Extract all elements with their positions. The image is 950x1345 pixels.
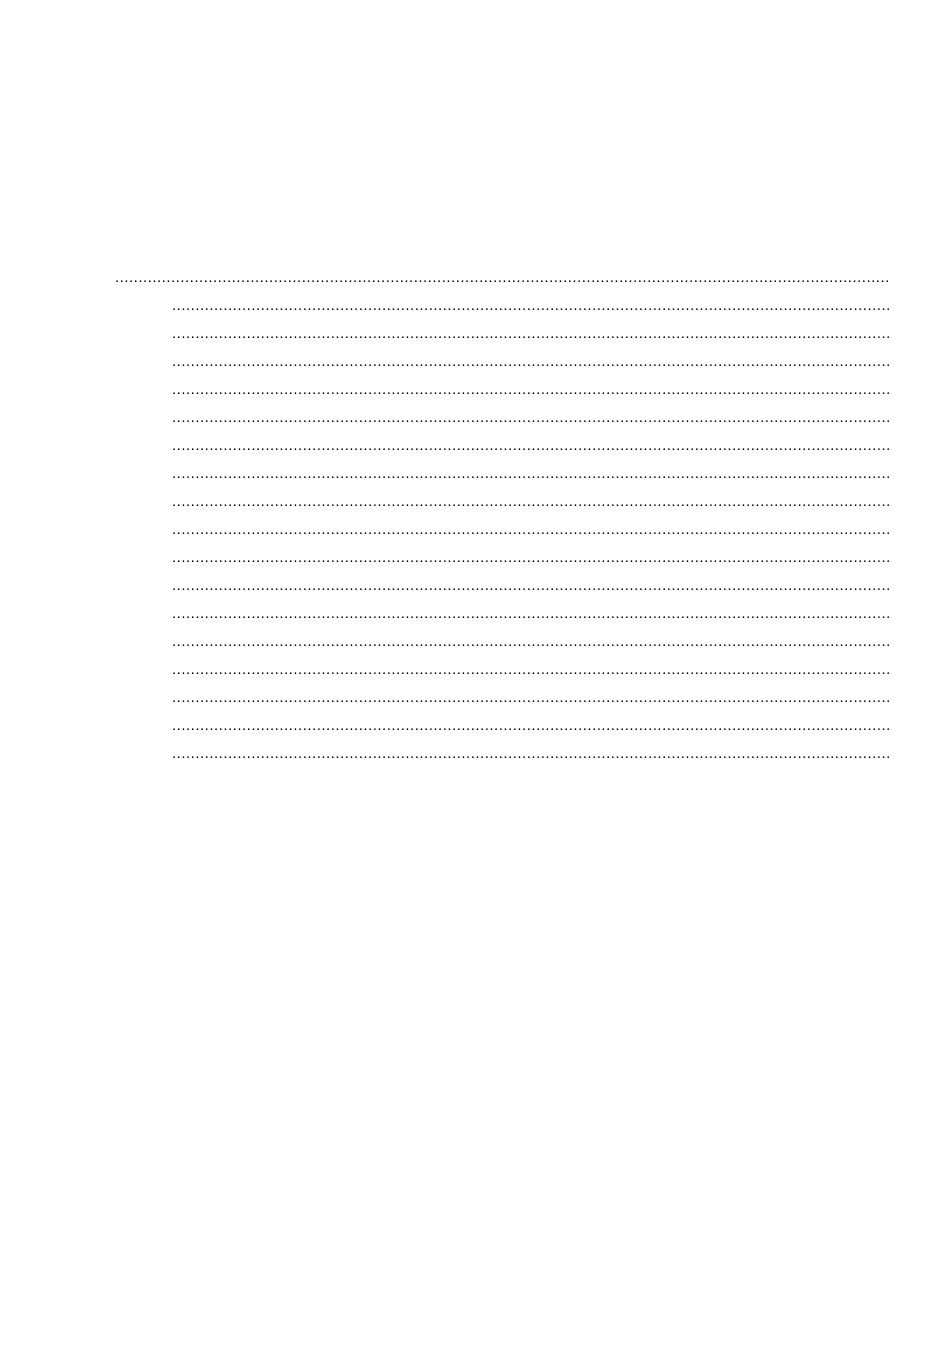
toc-dot-leader <box>172 407 889 429</box>
toc-entry-normative-references[interactable] <box>113 323 891 351</box>
toc-dot-leader <box>172 463 889 485</box>
toc-entry-general[interactable] <box>113 659 891 687</box>
toc-entry-scope[interactable] <box>113 295 891 323</box>
toc-dot-leader <box>172 323 889 345</box>
toc-dot-leader <box>172 575 889 597</box>
toc-dot-leader <box>172 351 889 373</box>
toc-dot-leader <box>115 267 889 289</box>
toc-entry-tolerance-class-5a[interactable] <box>113 519 891 547</box>
toc-dot-leader <box>172 603 889 625</box>
toc-dot-leader <box>172 715 889 737</box>
toc-dot-leader <box>172 547 889 569</box>
toc-entry-characteristics[interactable] <box>113 407 891 435</box>
toc-dot-leader <box>172 743 889 765</box>
toc-entry-limitations-of-yield-rates[interactable] <box>113 743 891 771</box>
toc-entry-bore-and-outside-diameter[interactable] <box>113 603 891 631</box>
toc-dot-leader <box>172 295 889 317</box>
toc-dot-leader <box>172 659 889 681</box>
toc-entry-radial-internal-clearance[interactable] <box>113 575 891 603</box>
toc-dot-leader <box>172 687 889 709</box>
table-of-contents <box>113 267 891 771</box>
toc-entry-tolerance-class-4a[interactable] <box>113 547 891 575</box>
toc-dot-leader <box>172 631 889 653</box>
toc-entry-tolerances[interactable] <box>113 491 891 519</box>
toc-entry-bearing-types[interactable] <box>113 435 891 463</box>
toc-entry-correlation-of-test-results[interactable] <box>113 715 891 743</box>
toc-entry-terms-and-definitions[interactable] <box>113 351 891 379</box>
toc-entry-boundary-dimensions[interactable] <box>113 463 891 491</box>
toc-dot-leader <box>172 379 889 401</box>
toc-entry-foreword[interactable] <box>113 267 891 295</box>
toc-dot-leader <box>172 519 889 541</box>
toc-entry-torque-test-conditions[interactable] <box>113 631 891 659</box>
toc-entry-symbols[interactable] <box>113 379 891 407</box>
toc-dot-leader <box>172 491 889 513</box>
toc-dot-leader <box>172 435 889 457</box>
toc-entry-test-conditions[interactable] <box>113 687 891 715</box>
